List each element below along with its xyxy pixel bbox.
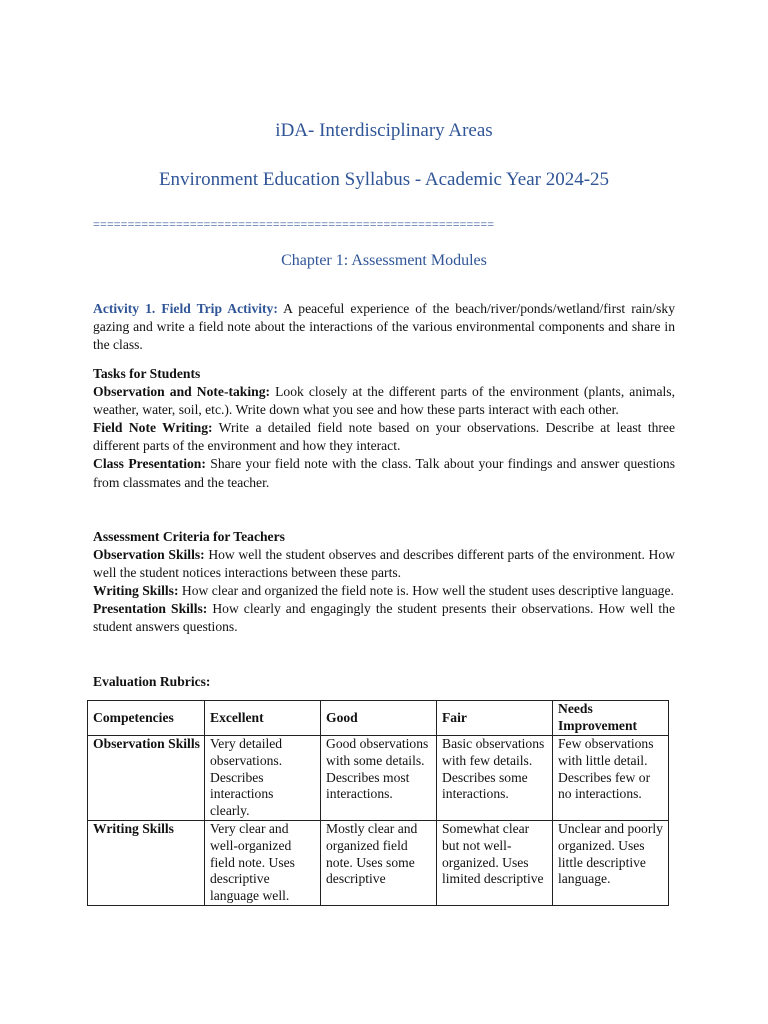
criteria-text: How well the student observes and describes different parts of the environment. How well the student notices interactions between these parts. xyxy=(93,547,675,581)
table-header-row xyxy=(88,701,669,736)
column-header: Excellent xyxy=(205,701,321,736)
criteria-label: Presentation Skills: xyxy=(93,601,208,617)
criteria-item xyxy=(93,582,675,600)
rubrics-heading: Evaluation Rubrics: xyxy=(93,674,211,689)
task-label: Field Note Writing: xyxy=(93,420,213,436)
document-subtitle: Environment Education Syllabus - Academic Year 2024-25 xyxy=(158,169,610,190)
activity-label: Activity 1. Field Trip Activity: xyxy=(93,301,278,316)
task-text: Look closely at the different parts of the environment (plants, animals, weather, water, soil, etc.). Write down what you see and how these parts interact with each other. xyxy=(93,384,675,418)
table-row xyxy=(88,820,669,905)
chapter-heading: Chapter 1: Assessment Modules xyxy=(281,252,487,269)
criteria-heading: Assessment Criteria for Teachers xyxy=(93,529,285,544)
cell-text: Writing Skills xyxy=(93,820,174,836)
table-cell: Few observations with little detail. Describes few or no interactions. xyxy=(553,736,669,821)
column-header: Competencies xyxy=(88,701,205,736)
criteria-text: How clear and organized the field note is. How well the student uses descriptive language. xyxy=(178,583,674,599)
table-row xyxy=(88,736,669,821)
cell-text: Very clear and well-organized field note. Uses descriptive language well. xyxy=(210,820,295,903)
criteria-label: Writing Skills: xyxy=(93,583,179,599)
table-cell: Good observations with some details. Describes most interactions. xyxy=(321,736,437,821)
column-header: Good xyxy=(321,701,437,736)
column-header: Fair xyxy=(437,701,553,736)
criteria-item xyxy=(93,546,675,582)
cell-text: Somewhat clear but not well-organized. Uses limited descriptive xyxy=(442,820,544,887)
task-item xyxy=(93,419,675,455)
criteria-section xyxy=(93,528,675,637)
cell-text: Mostly clear and organized field note. Uses some descriptive xyxy=(326,820,418,887)
table-cell xyxy=(205,820,321,905)
separator-rule: ========================================================== xyxy=(93,217,495,231)
criteria-text: How clearly and engagingly the student presents their observations. How well the student answers questions. xyxy=(93,601,675,635)
activity-text: A peaceful experience of the beach/river/ponds/wetland/first rain/sky gazing and write a field note about the interactions of the various environmental components and share in the class. xyxy=(93,301,675,353)
task-label: Class Presentation: xyxy=(93,456,206,472)
tasks-section xyxy=(93,365,675,492)
activity-paragraph xyxy=(93,300,675,354)
task-label: Observation and Note-taking: xyxy=(93,384,271,400)
table-cell xyxy=(321,820,437,905)
criteria-label: Observation Skills: xyxy=(93,547,205,563)
task-item xyxy=(93,455,675,491)
tasks-heading: Tasks for Students xyxy=(93,366,201,381)
task-item xyxy=(93,383,675,419)
rubric-table xyxy=(87,700,669,906)
cell-text: Unclear and poorly organized. Uses little descriptive language. xyxy=(558,820,663,887)
table-cell: Very detailed observations. Describes interactions clearly. xyxy=(205,736,321,821)
table-cell xyxy=(437,820,553,905)
document-title: iDA- Interdisciplinary Areas xyxy=(275,120,493,141)
criteria-item xyxy=(93,600,675,636)
task-text: Share your field note with the class. Talk about your findings and answer questions from classmates and the teacher. xyxy=(93,456,676,490)
table-cell: Basic observations with few details. Describes some interactions. xyxy=(437,736,553,821)
table-cell: Observation Skills xyxy=(88,736,205,821)
table-cell xyxy=(88,820,205,905)
table-cell xyxy=(553,820,669,905)
task-text: Write a detailed field note based on your observations. Describe at least three different parts of the environment and how they interact. xyxy=(93,420,675,454)
column-header: Needs Improvement xyxy=(553,701,669,736)
